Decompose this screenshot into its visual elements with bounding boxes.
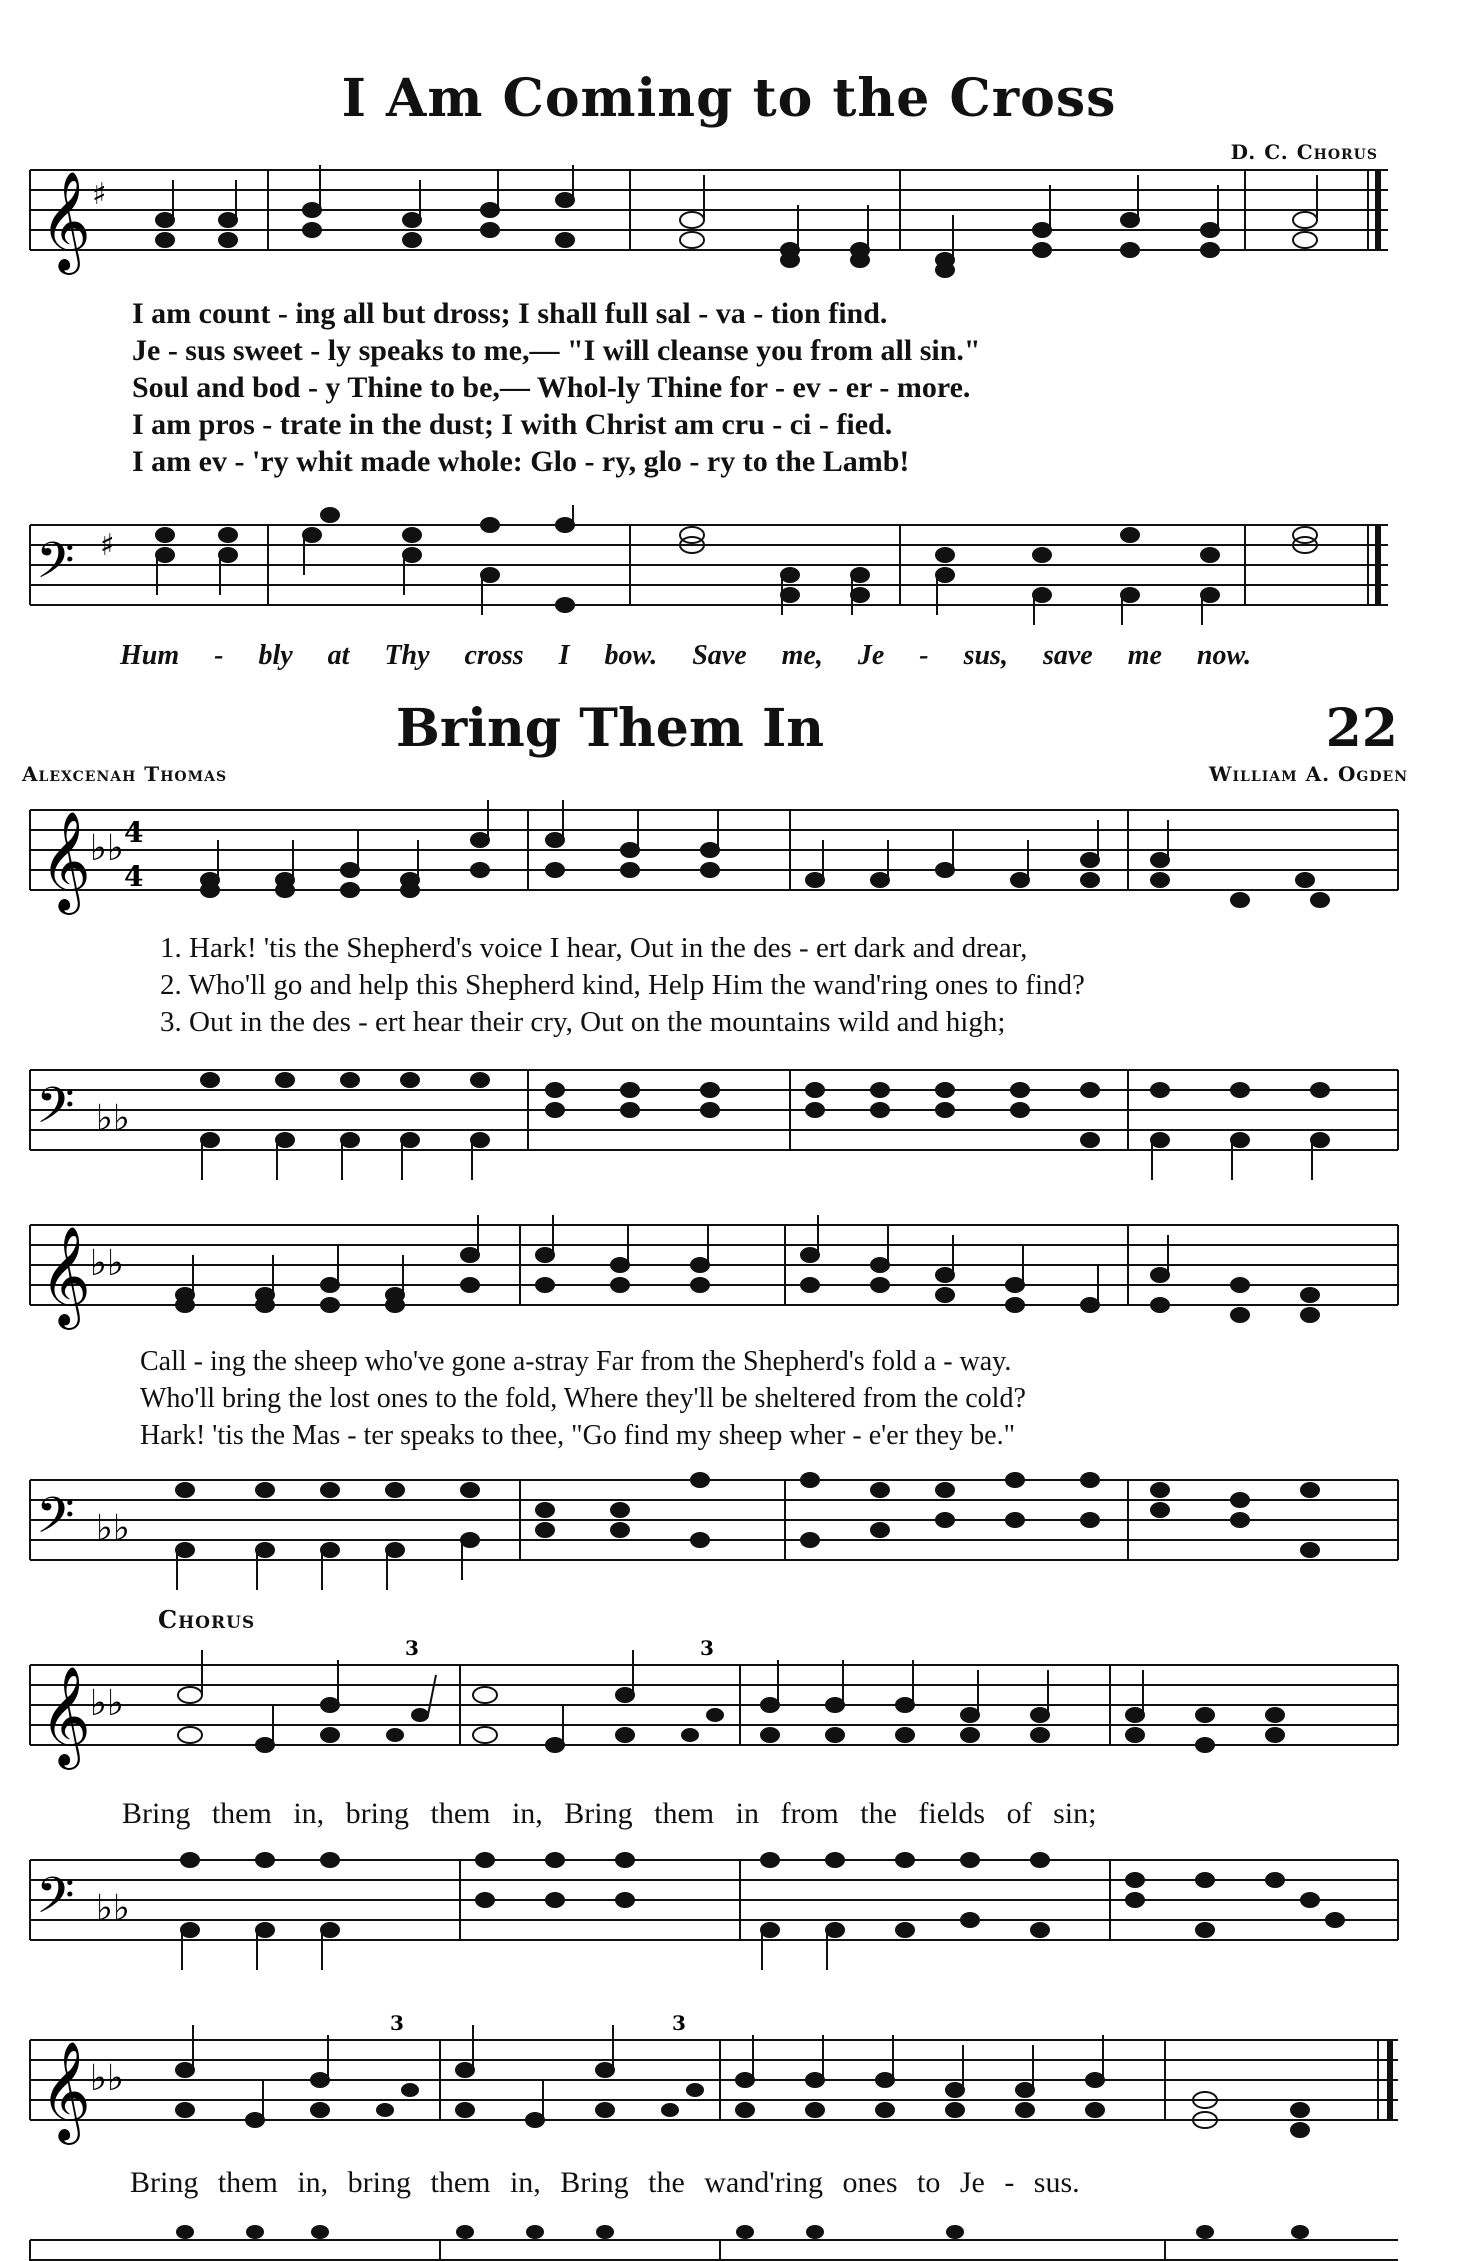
tuplet-mark: 3 (405, 1636, 419, 1660)
hymn1-verse-5: I am ev - 'ry whit made whole: Glo - ry, glo - ry to the Lamb! (132, 445, 910, 478)
hymn1-verse-3: Soul and bod - y Thine to be,— Whol-ly Thine for - ev - er - more. (132, 371, 971, 404)
bass-clef-icon: 𝄢 (36, 1867, 75, 1937)
hymn2-verse-1b: Call - ing the sheep who've gone a-stray Far from the Shepherd's fold a - way. (140, 1346, 1012, 1377)
bass-clef-icon: 𝄢 (36, 1077, 75, 1147)
hymn2-music-by: William A. Ogden (1209, 762, 1408, 786)
tuplet-mark: 3 (700, 1636, 714, 1660)
flat-icon: ♭♭ (96, 1098, 130, 1139)
hymn2-chorus2-treble (0, 2010, 1458, 2150)
chorus-label: Chorus (158, 1605, 256, 1634)
hymn2-verse-1a: 1. Hark! 'tis the Shepherd's voice I hear, Out in the des - ert dark and drear, (160, 932, 1028, 964)
hymn2-system1-bass (0, 1050, 1458, 1190)
hymn1-chorus: Hum - bly at Thy cross I bow. Save me, Je - sus, save me now. (120, 640, 1252, 671)
treble-clef-icon: 𝄞 (40, 2041, 91, 2141)
treble-clef-icon: 𝄞 (40, 1666, 91, 1766)
hymn2-chorus-treble (0, 1635, 1458, 1775)
chorus-line-2: Bring them in, bring them in, Bring the wand'ring ones to Je - sus. (130, 2166, 1080, 2199)
hymn2-system2-bass (0, 1460, 1458, 1600)
hymn1-title: I Am Coming to the Cross (341, 68, 1117, 129)
hymn2-verse-2b: Who'll bring the lost ones to the fold, Where they'll be sheltered from the cold? (140, 1383, 1026, 1414)
flat-icon: ♭♭ (90, 1243, 124, 1284)
hymn1-chorus-label: D. C. Chorus (1230, 140, 1378, 164)
time-signature-icon: 4 (124, 816, 144, 849)
sharp-icon: ♯ (100, 528, 115, 563)
hymn1-treble-notes (156, 165, 1317, 277)
svg-text:4: 4 (124, 860, 144, 893)
hymn-number: 22 (1325, 698, 1398, 759)
treble-clef-icon: 𝄞 (40, 811, 91, 911)
flat-icon: ♭♭ (96, 1888, 130, 1929)
flat-icon: ♭♭ (96, 1508, 130, 1549)
treble-clef-icon: 𝄞 (40, 1226, 91, 1326)
hymn2-s2-bass-notes (176, 1473, 1319, 1590)
bass-clef-icon: 𝄢 (36, 532, 75, 602)
hymn1-treble-staff (0, 150, 1458, 290)
flat-icon: ♭♭ (90, 828, 124, 869)
treble-clef-icon: 𝄞 (40, 171, 91, 271)
hymn2-chorus-bass (0, 1840, 1458, 1980)
hymn2-system1-treble (0, 790, 1458, 930)
hymn2-title: Bring Them In (395, 698, 825, 759)
hymn2-chorus-bass-notes (181, 1853, 1344, 1970)
hymn2-verse-3a: 3. Out in the des - ert hear their cry, Out on the mountains wild and high; (160, 1006, 1006, 1038)
hymn1-verse-4: I am pros - trate in the dust; I with Christ am cru - ci - fied. (132, 408, 893, 441)
hymn2-verse-3b: Hark! 'tis the Mas - ter speaks to thee, "Go find my sheep wher - e'er they be." (140, 1420, 1016, 1451)
hymn1-verse-2: Je - sus sweet - ly speaks to me,— "I will cleanse you from all sin." (132, 334, 981, 367)
flat-icon: ♭♭ (90, 1683, 124, 1724)
chorus-line-1: Bring them in, bring them in, Bring them in from the fields of sin; (122, 1797, 1097, 1830)
sharp-icon: ♯ (92, 177, 107, 212)
hymn2-final-bass-partial (0, 2218, 1458, 2261)
hymn2-final-bass-notes (176, 2225, 1309, 2239)
bass-clef-icon: 𝄢 (36, 1487, 75, 1557)
flat-icon: ♭♭ (90, 2058, 124, 2099)
hymn2-system2-treble (0, 1205, 1458, 1345)
hymn2-words-by: Alexcenah Thomas (22, 762, 228, 786)
tuplet-mark: 3 (390, 2011, 404, 2035)
hymn2-verse-2a: 2. Who'll go and help this Shepherd kind, Help Him the wand'ring ones to find? (160, 969, 1085, 1001)
hymn1-verse-1: I am count - ing all but dross; I shall full sal - va - tion find. (132, 297, 888, 330)
tuplet-mark: 3 (672, 2011, 686, 2035)
hymn1-bass-staff (0, 495, 1458, 635)
